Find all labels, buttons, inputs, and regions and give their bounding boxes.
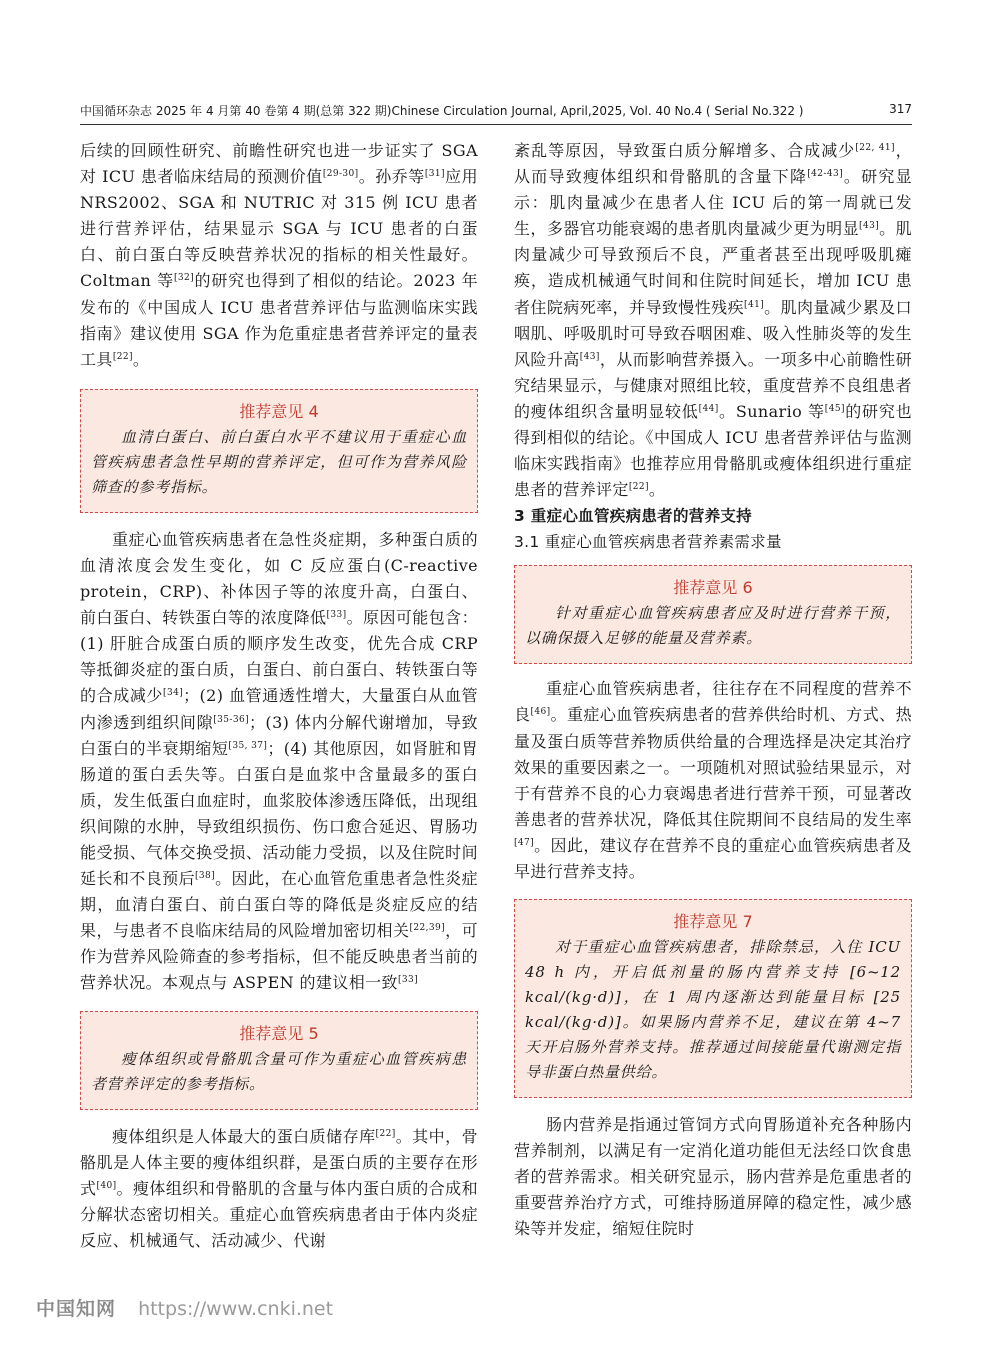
text-run: 的研究也得到了相似的结论。2023 年发布的《中国成人 ICU 患者营养评估与监测临床实践指南》建议使用 SGA 作为危重症患者营养评定的量表工具 (80, 271, 479, 369)
paragraph (514, 1112, 912, 1242)
text-run: 。Sunario 等 (718, 401, 825, 421)
citation-ref[interactable]: [45] (824, 403, 845, 414)
recommendation-text: 瘦体组织或骨骼肌含量可作为重症心血管疾病患者营养评定的参考指标。 (91, 1049, 467, 1093)
citation-ref[interactable]: [34] (163, 688, 184, 699)
text-run: 紊乱等原因，导致蛋白质分解增多、合成减少 (514, 141, 856, 160)
text-run: 应用 NRS2002、SGA 和 NUTRIC 对 315 例 ICU 患者进行营养评估，结果显示 SGA 与 ICU 患者的白蛋白、前白蛋白等反映营养状况的指标的相关性最好。Coltman 等 (80, 167, 478, 291)
page-number: 317 (889, 102, 912, 116)
text-run: 。 (132, 349, 150, 369)
text-run: 后续的回顾性研究、前瞻性研究也进一步证实了 SGA 对 ICU 患者临床结局的预测价值 (80, 141, 478, 187)
citation-ref[interactable]: [38] (195, 871, 216, 882)
citation-ref[interactable]: [43] (579, 351, 600, 362)
recommendation-box-6 (514, 565, 912, 664)
section-heading: 3 重症心血管疾病患者的营养支持 (514, 507, 752, 526)
citation-ref[interactable]: [22,39] (409, 923, 446, 934)
citation-ref[interactable]: [41] (744, 299, 765, 310)
citation-ref[interactable]: [22] (112, 351, 133, 362)
text-run: ，可作为营养风险筛查的参考指标，但不能反映患者当前的营养状况。本观点与 ASPEN 的建议相一致 (80, 921, 478, 993)
recommendation-title: 推荐意见 4 (239, 401, 319, 421)
right-column (514, 138, 912, 1243)
recommendation-text: 血清白蛋白、前白蛋白水平不建议用于重症心血管疾病患者急性早期的营养评定，但可作为营养风险筛查的参考指标。 (91, 427, 467, 496)
citation-ref[interactable]: [47] (514, 837, 535, 848)
recommendation-text: 针对重症心血管疾病患者应及时进行营养干预，以确保摄入足够的能量及营养素。 (525, 604, 901, 648)
recommendation-box-7 (514, 899, 912, 1098)
journal-citation: 中国循环杂志 2025 年 4 月第 40 卷第 4 期(总第 322 期)Chinese Circulation Journal, April,2025, Vol. 40 No.4 ( Serial No.322 ) (80, 104, 804, 118)
citation-ref[interactable]: [32] (174, 273, 195, 284)
paragraph (80, 527, 478, 997)
text-run: 。肌肉量减少累及口咽肌、呼吸肌时可导致吞咽困难、吸入性肺炎等的发生风险升高 (514, 297, 912, 369)
citation-ref[interactable]: [22, 41] (855, 143, 895, 153)
text-run: ；(4) 其他原因，如肾脏和胃肠道的蛋白丢失等。白蛋白是血浆中含量最多的蛋白质，发生低蛋白血症时，血浆胶体渗透压降低，出现组织间隙的水肿，导致组织损伤、伤口愈合延迟、胃肠功能受损、气体交换受损、活动能力受损，以及住院时间延长和不良预后 (80, 738, 478, 889)
paragraph (514, 138, 912, 503)
recommendation-box-5 (80, 1011, 478, 1110)
text-run: 。孙乔等 (358, 167, 425, 187)
text-run: 。 (648, 480, 666, 500)
citation-ref[interactable]: [33] (326, 610, 347, 621)
paragraph (80, 138, 478, 373)
paragraph (80, 1124, 478, 1254)
citation-ref[interactable]: [44] (698, 403, 719, 414)
citation-ref[interactable]: [42-43] (807, 169, 843, 180)
citation-ref[interactable]: [22] (628, 482, 649, 493)
text-run: 。肌肉量减少可导致预后不良，严重者甚至出现呼吸肌瘫痪，造成机械通气时间和住院时间延长，增加 ICU 患者住院病死率，并导致慢性残疾 (514, 219, 912, 317)
text-run: 。研究显示：肌肉量减少在患者人住 ICU 后的第一周就已发生，多器官功能衰竭的患者肌肉量减少更为明显 (514, 167, 912, 239)
recommendation-title: 推荐意见 6 (673, 578, 753, 598)
text-run: 。原因可能包含：(1) 肝脏合成蛋白质的顺序发生改变，优先合成 CRP 等抵御炎症的蛋白质，白蛋白、前白蛋白、转铁蛋白等的合成减少 (80, 608, 478, 706)
text-run: 的研究也得到相似的结论。《中国成人 ICU 患者营养评估与监测临床实践指南》也推荐应用骨骼肌或瘦体组织进行重症患者的营养评定 (514, 401, 912, 500)
citation-ref[interactable]: [46] (530, 707, 551, 718)
recommendation-title: 推荐意见 7 (673, 912, 753, 932)
running-header (80, 100, 912, 120)
text-run: 瘦体组织是人体最大的蛋白质储存库 (112, 1126, 376, 1146)
cnki-url[interactable]: https://www.cnki.net (138, 1298, 334, 1320)
text-run: 。其中，骨骼肌是人体主要的瘦体组织群，是蛋白质的主要存在形式 (80, 1126, 478, 1198)
text-run: 。重症心血管疾病患者的营养供给时机、方式、热量及蛋白质等营养物质供给量的合理选择是决定其治疗效果的重要因素之一。一项随机对照试验结果显示，对于有营养不良的心力衰竭患者进行营养干预，可显著改善患者的营养状况，降低其住院期间不良结局的发生率 (514, 705, 912, 829)
recommendation-title: 推荐意见 5 (239, 1023, 319, 1043)
citation-ref[interactable]: [35-36] (213, 714, 250, 725)
text-run: 重症心血管疾病患者在急性炎症期，多种蛋白质的血清浓度会发生变化，如 C 反应蛋白(C-reactive protein，CRP)、补体因子等的浓度升高，白蛋白、前白蛋白、转铁蛋白等的浓度降低 (80, 529, 478, 628)
text-run: 。因此，建议存在营养不良的重症心血管疾病患者及早进行营养支持。 (514, 835, 912, 881)
paragraph (514, 676, 912, 885)
citation-ref[interactable]: [33] (397, 975, 419, 986)
citation-ref[interactable]: [22] (375, 1128, 396, 1139)
text-run: ；(2) 血管通透性增大，大量蛋白从血管内渗透到组织间隙 (80, 686, 478, 732)
cnki-watermark (36, 1294, 333, 1321)
subsection-heading: 3.1 重症心血管疾病患者营养素需求量 (514, 533, 782, 552)
header-divider (80, 124, 912, 125)
citation-ref[interactable]: [40] (96, 1180, 117, 1191)
recommendation-box-4 (80, 389, 478, 513)
text-run: ，从而影响营养摄入。一项多中心前瞻性研究结果显示，与健康对照组比较，重度营养不良组患者的瘦体组织含量明显较低 (514, 349, 912, 421)
citation-ref[interactable]: [31] (424, 169, 445, 180)
text-run: 重症心血管疾病患者，往往存在不同程度的营养不良 (514, 679, 912, 725)
left-column (80, 138, 478, 1254)
text-run: 肠内营养是指通过管饲方式向胃肠道补充各种肠内营养制剂，以满足有一定消化道功能但无法经口饮食患者的营养需求。相关研究显示，肠内营养是危重患者的重要营养治疗方式，可维持肠道屏障的稳定性，减少感染等并发症，缩短住院时 (514, 1115, 912, 1239)
text-run: 。瘦体组织和骨骼肌的含量与体内蛋白质的合成和分解状态密切相关。重症心血管疾病患者由于体内炎症反应、机械通气、活动减少、代谢 (80, 1178, 478, 1250)
cnki-logo: 中国知网 (36, 1298, 117, 1320)
citation-ref[interactable]: [43] (859, 221, 880, 232)
citation-ref[interactable]: [29-30] (322, 169, 359, 180)
recommendation-text: 对于重症心血管疾病患者，排除禁忌，入住 ICU 48 h 内，开启低剂量的肠内营养支持 [6~12 kcal/(kg·d)]，在 1 周内逐渐达到能量目标 [25 kcal/(kg·d)]。如果肠内营养不足，建议在第 4~7 天开启肠外营养支持。推荐通过间接能量代谢测定指导非蛋白热量供给。 (525, 938, 901, 1082)
text-run: ，从而导致瘦体组织和骨骼肌的含量下降 (514, 141, 912, 187)
citation-ref[interactable]: [35, 37] (228, 740, 268, 751)
text-run: ；(3) 体内分解代谢增加，导致白蛋白的半衰期缩短 (80, 712, 478, 758)
text-run: 。因此，在心血管危重患者急性炎症期，血清白蛋白、前白蛋白等的降低是炎症反应的结果，与患者不良临床结局的风险增加密切相关 (80, 869, 478, 941)
